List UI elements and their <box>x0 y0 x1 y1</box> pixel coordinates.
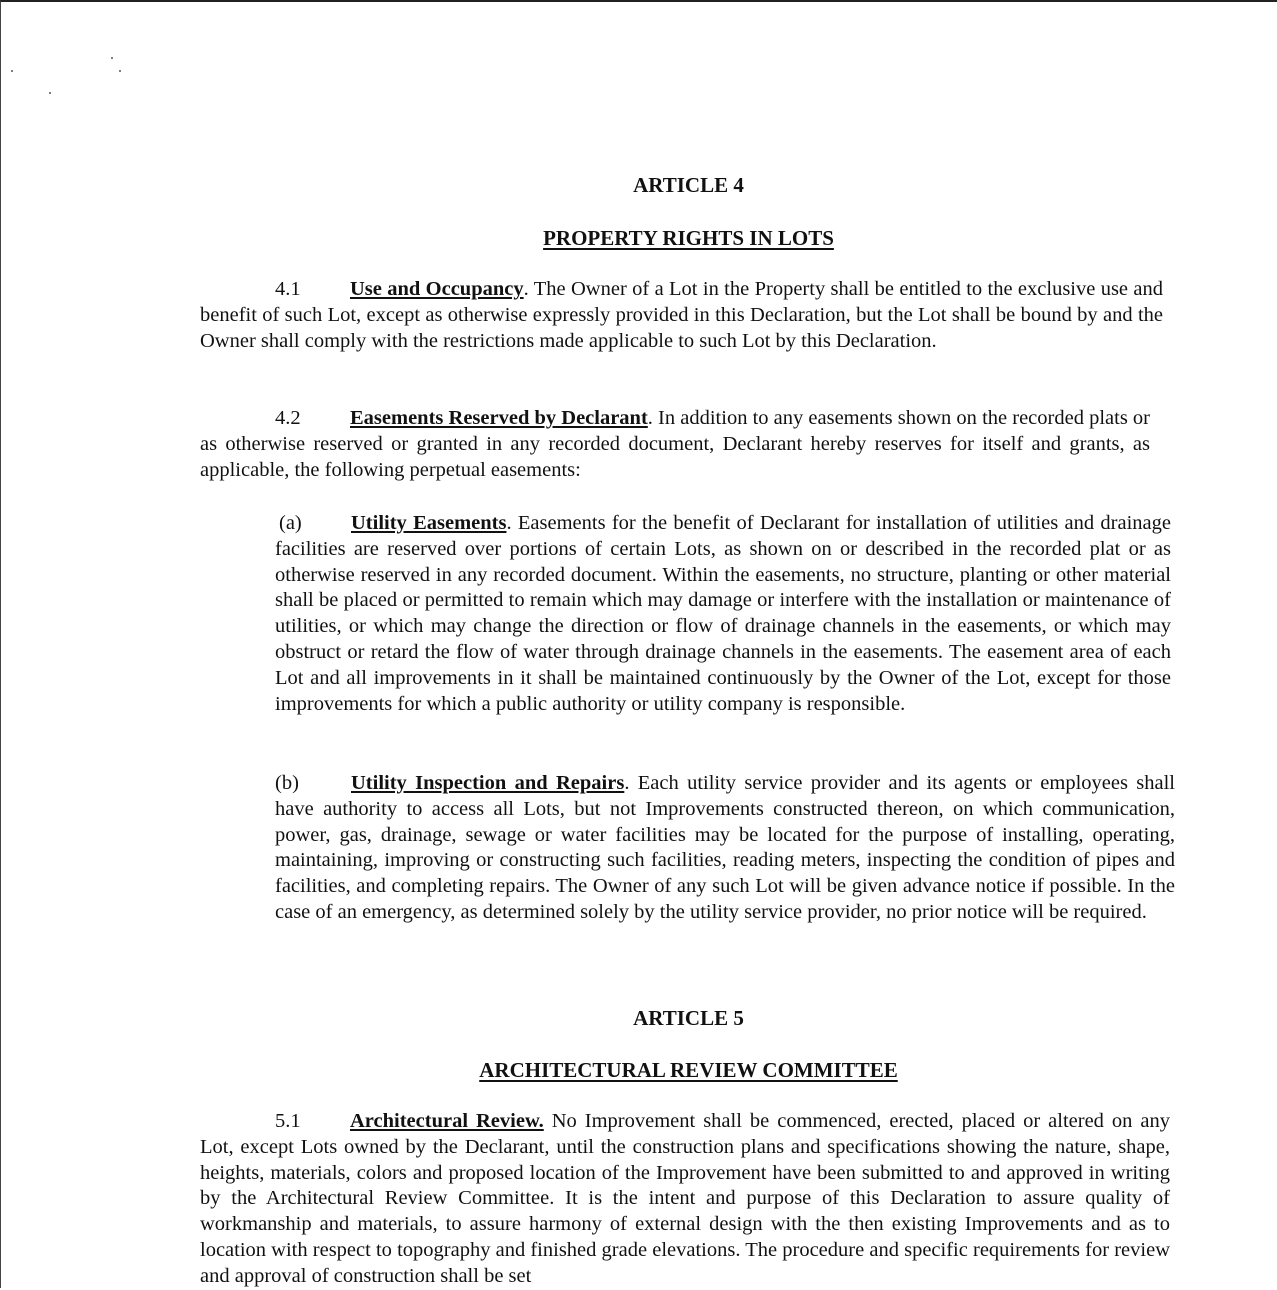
subsection-b-text: . Each utility service provider and its agents or employees shall have authority to access all Lots, but not Improvements constructed thereon, on which communication, power, gas, drainage, sewage or water facilities may be located for the purpose of installing, operating, maintaining, improving or constructing such facilities, reading meters, inspecting the condition of pipes and facilities, and completing repairs. The Owner of any such Lot will be given advance notice if possible. In the case of an emergency, as determined solely by the utility service provider, no prior notice will be required. <box>275 772 1175 923</box>
section-4-2-text: . In addition to any easements shown on the recorded plats or as otherwise reserved or granted in any recorded document, Declarant hereby reserves for itself and grants, as applicable, the following perpetual easements: <box>200 407 1151 481</box>
section-4-1 <box>200 277 1163 354</box>
subsection-b-label: (b) <box>275 772 299 794</box>
section-5-1-title: Architectural Review. <box>350 1110 544 1132</box>
subsection-a-title: Utility Easements <box>351 512 507 534</box>
article-4-title: PROPERTY RIGHTS IN LOTS <box>543 226 834 250</box>
subsection-b-title: Utility Inspection and Repairs <box>351 772 625 794</box>
section-5-1-number: 5.1 <box>275 1110 301 1132</box>
section-5-1 <box>200 1109 1170 1290</box>
section-4-1-text: . The Owner of a Lot in the Property shall be entitled to the exclusive use and benefit of such Lot, except as otherwise expressly provided in this Declaration, but the Lot shall be bound by and the Owner shall comply with the restrictions made applicable to such Lot by this Declaration. <box>200 278 1163 352</box>
section-4-2-title: Easements Reserved by Declarant <box>350 407 648 429</box>
section-5-1-text: No Improvement shall be commenced, erected, placed or altered on any Lot, except Lots owned by the Declarant, until the construction plans and specifications showing the nature, shape, heights, materials, colors and proposed location of the Improvement have been submitted to and approved in writing by the Architectural Review Committee. It is the intent and purpose of this Declaration to assure quality of workmanship and materials, to assure harmony of external design with the then existing Improvements and as to location with respect to topography and finished grade elevations. The procedure and specific requirements for review and approval of construction shall be set <box>200 1110 1170 1287</box>
section-4-2-number: 4.2 <box>275 407 301 429</box>
article-5-heading: ARTICLE 5 <box>633 1006 744 1030</box>
section-4-2 <box>200 406 1150 483</box>
article-4-heading: ARTICLE 4 <box>633 173 744 197</box>
article-5-title: ARCHITECTURAL REVIEW COMMITTEE <box>479 1058 898 1082</box>
subsection-b <box>275 771 1175 926</box>
subsection-a-text: . Easements for the benefit of Declarant for installation of utilities and drainage facilities are reserved over portions of certain Lots, as shown on or described in the recorded plat or as otherwise reserved in any recorded document. Within the easements, no structure, planting or other material shall be placed or permitted to remain which may damage or interfere with the installation or maintenance of utilities, or which may change the direction or flow of drainage channels in the easements, or which may obstruct or retard the flow of water through drainage channels in the easements. The easement area of each Lot and all improvements in it shall be maintained continuously by the Owner of the Lot, except for those improvements for which a public authority or utility company is responsible. <box>275 512 1171 715</box>
section-4-1-number: 4.1 <box>275 278 301 300</box>
subsection-a <box>275 511 1171 717</box>
section-4-1-title: Use and Occupancy <box>350 278 524 300</box>
subsection-a-label: (a) <box>279 512 302 534</box>
